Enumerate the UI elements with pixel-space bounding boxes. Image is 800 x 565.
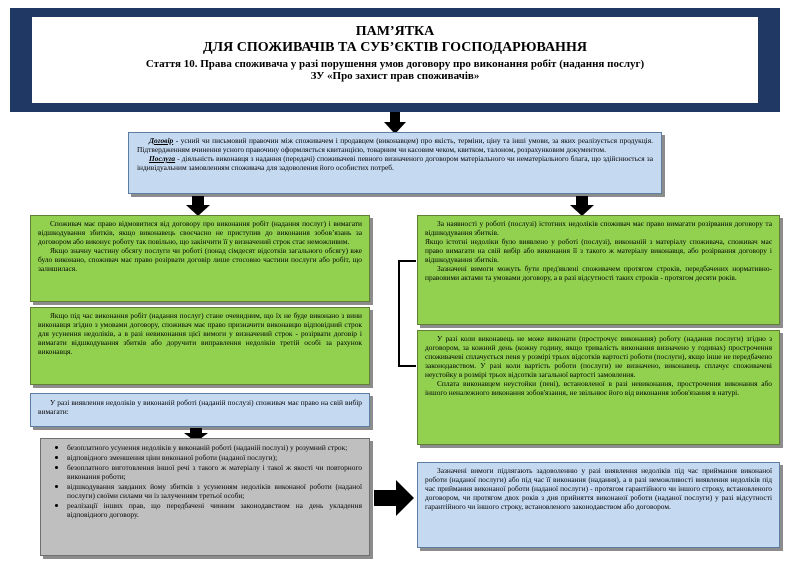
title-line-3: Стаття 10. Права споживача у разі порушення умов договору про виконання робіт (надання послуг) <box>145 58 645 70</box>
right-penalty-text-2: Сплата виконавцем неустойки (пені), встановленої в разі невиконання, прострочення виконання або іншого неналежного виконання зобов'язання, не звільнює його від виконання зобов'язання в натурі. <box>425 379 772 398</box>
definition-service-text: - діяльність виконавця з надання (передачі) споживачеві певного визначеного договором матеріального чи нематеріального блага, що здійснюється за індивідуальним замовленням споживача для задоволення його особистих потреб. <box>137 154 653 173</box>
header-title-block <box>32 17 758 103</box>
header-frame <box>10 8 780 112</box>
left-refusal-text-2: Якщо значну частину обсягу послуги чи роботі (понад сімдесят відсотків загального обсягу) вже було виконано, споживач має право розірвати договір лише стосовно частини послуги або робіт, що залишилася. <box>38 246 362 274</box>
rights-list-item: безоплатного виготовлення іншої речі з такого ж матеріалу і такої ж якості чи повторного виконання роботи; <box>67 463 362 482</box>
right-substantial-text-1: За наявності у роботі (послузі) істотних недоліків споживач має право вимагати розірвання договору та відшкодування збитків. <box>425 219 772 238</box>
right-substantial-text-3: Зазначені вимоги можуть бути пред'явлені споживачем протягом строків, передбачених нормативно-правовими актами та умовами договору, а в разі відсутності таких строків - протягом десяти років. <box>425 264 772 283</box>
connector-line <box>398 260 416 262</box>
left-deadline-text: Якщо під час виконання робіт (надання послуг) стане очевидним, що їх не буде виконано з вини виконавця згідно з умовами договору, споживач має право призначити виконавцю відповідний строк для усунення недоліків, а в разі невиконання цієї вимоги у визначений строк - розірвати договір і вимагати відшкодування збитків або доручити виправлення недоліків третій особі за рахунок виконавця. <box>38 311 362 357</box>
right-claims-deadline-box <box>417 462 780 548</box>
term-contract: Договір <box>149 136 174 145</box>
left-refusal-text-1: Споживач має право відмовитися від договору про виконання робіт (надання послуг) і вимагати відшкодування збитків, якщо виконавець своєчасно не приступив до виконання зобов’язань за договором або виконує роботу так повільно, що закінчити її у визначений строк стає неможливим. <box>38 219 362 247</box>
left-defects-intro-box <box>30 393 370 427</box>
left-defects-intro-text: У разі виявлення недоліків у виконаній роботі (наданій послузі) споживач має право на свій вибір вимагати: <box>38 398 362 417</box>
title-line-2: ДЛЯ СПОЖИВАЧІВ ТА СУБ’ЄКТІВ ГОСПОДАРЮВАННЯ <box>203 40 587 55</box>
arrow-down-icon <box>570 196 594 216</box>
rights-list-item: відповідного зменшення ціни виконаної роботи (наданої послуги); <box>67 453 362 462</box>
arrow-down-icon <box>384 112 406 134</box>
right-claims-deadline-text: Зазначені вимоги підлягають задоволенню у разі виявлення недоліків під час приймання виконаної роботи (наданої послуги) або під час її виконання (надання), а в разі неможливості виявлення недоліків під час приймання виконаної роботи (наданої послуги) - протягом гарантійного чи іншого строку, встановленого договором, чи протягом двох років з дня прийняття виконаної роботи (наданої послуги) у разі відсутності гарантійного чи іншого строку, встановленого законодавством або договором. <box>425 466 772 512</box>
title-line-1: ПАМ’ЯТКА <box>355 24 435 39</box>
definition-contract <box>137 136 653 154</box>
definitions-box <box>128 132 662 194</box>
rights-list-item: безоплатного усунення недоліків у виконаній роботі (наданій послузі) у розумний строк; <box>67 443 362 452</box>
right-substantial-text-2: Якщо істотні недоліки було виявлено у роботі (послузі), виконаній з матеріалу споживача, споживач має право вимагати на свій вибір або виконання її з такого ж матеріалу виконавця, або розірвання договору і відшкодування збитків. <box>425 237 772 265</box>
rights-list <box>45 443 362 519</box>
arrow-right-icon <box>374 478 414 518</box>
connector-line <box>398 260 400 367</box>
rights-list-item: реалізації інших прав, що передбачені чинним законодавством на день укладення відповідного договору. <box>67 501 362 520</box>
left-deadline-box <box>30 307 370 385</box>
right-penalty-text-1: У разі коли виконавець не може виконати (прострочує виконання) роботу (надання послуги) згідно з договором, за кожний день (кожну годину, якщо тривалість виконання визначено у годинах) прострочення споживачеві сплачується пеня у розмірі трьох відсотків вартості роботи (послуги), якщо інше не передбачено законодавством. У разі коли вартість роботи (послуги) не визначено, виконавець сплачує споживачеві неустойку в розмірі трьох відсотків загальної вартості замовлення. <box>425 334 772 380</box>
arrow-down-icon <box>186 196 210 216</box>
connector-line <box>398 365 416 367</box>
title-line-4: ЗУ «Про захист прав споживачів» <box>310 70 480 82</box>
right-substantial-defects-box <box>417 215 780 325</box>
rights-list-item: відшкодування завданих йому збитків з усуненням недоліків виконаної роботи (наданої послуги) своїми силами чи із залученням третьої особи; <box>67 482 362 501</box>
term-service: Послуга <box>149 154 176 164</box>
definition-service <box>137 154 653 172</box>
left-rights-list-box <box>40 438 370 556</box>
right-penalty-box <box>417 330 780 445</box>
left-refusal-box <box>30 215 370 302</box>
definition-contract-text: - усний чи письмовий правочин між споживачем і продавцем (виконавцем) про якість, терміни, ціну та інші умови, за яких реалізується продукція. Підтвердженням вчинення усного правочину оформляється квитанцією, товарним чи касовим чеком, квитком, талоном, розрахунковим документом. <box>137 136 653 155</box>
